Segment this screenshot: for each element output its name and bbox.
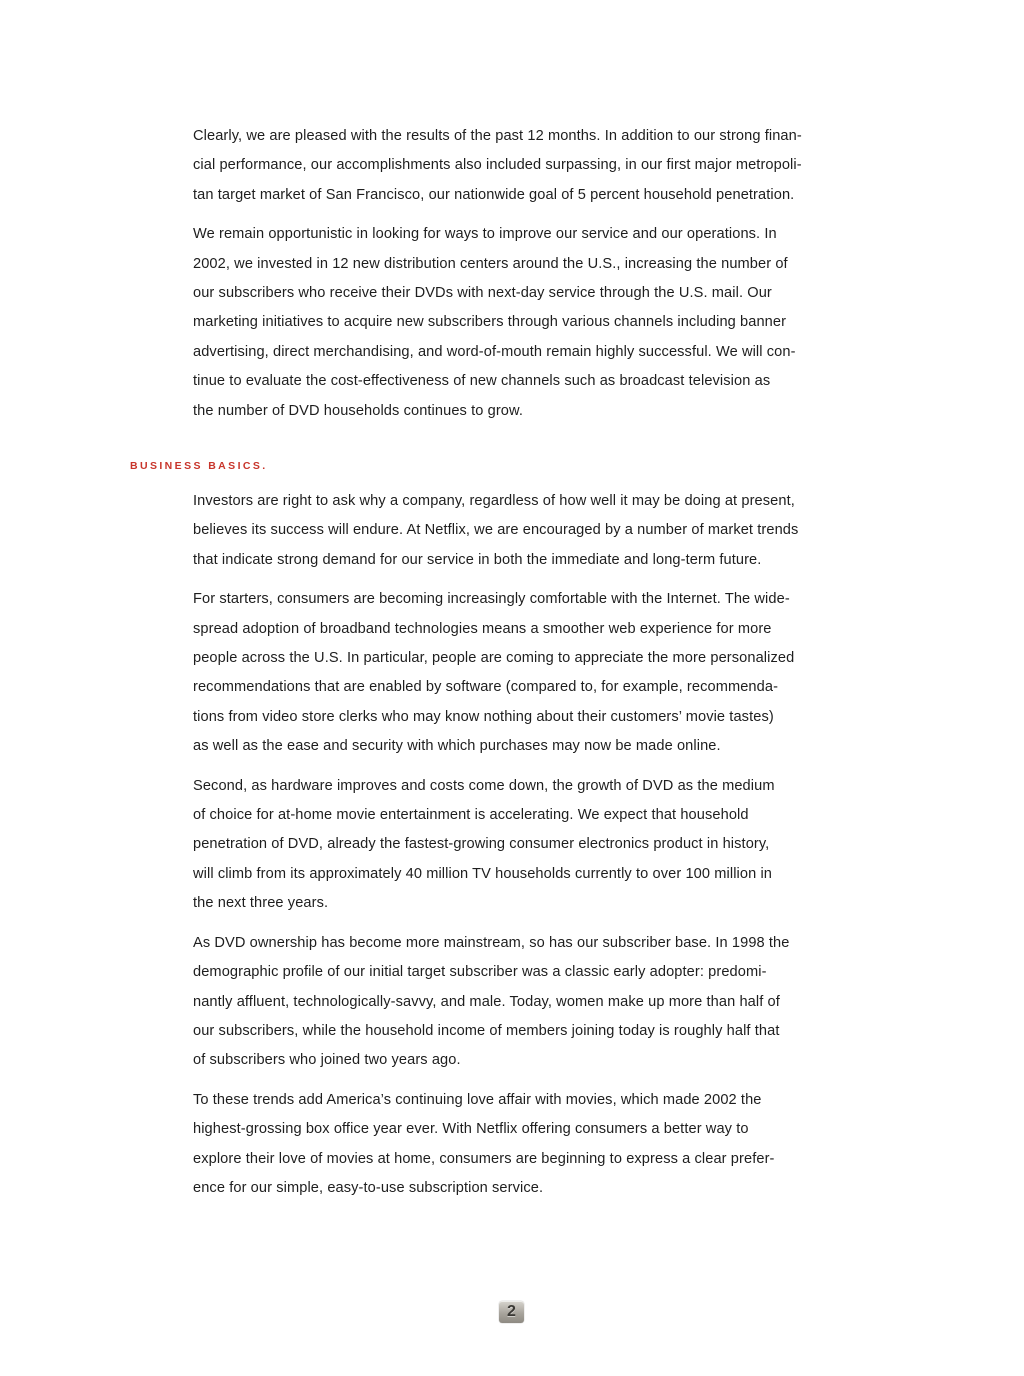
page-number: 2 <box>507 1303 516 1320</box>
body-paragraph: Second, as hardware improves and costs come down, the growth of DVD as the medium of choice for at-home movie entertainment is accelerating. We expect that household penetration of DVD, already the fastest-growing consumer electronics product in history, will climb from its approximately 40 million TV households currently to over 100 million in the next three years. <box>193 777 775 912</box>
body-paragraph: Clearly, we are pleased with the results of the past 12 months. In addition to our strong finan- cial performance, our accomplishments also included surpassing, in our first major metropoli- tan target market of San Francisco, our nationwide goal of 5 percent household penetration. <box>193 128 802 203</box>
body-paragraph: As DVD ownership has become more mainstream, so has our subscriber base. In 1998 the demographic profile of our initial target subscriber was a classic early adopter: predomi- nantly affluent, technologically-savvy, and male. Today, women make up more than half of our subscribers, while the household income of members joining today is roughly half that of subscribers who joined two years ago. <box>193 934 790 1069</box>
section-text-block <box>193 487 853 1203</box>
body-paragraph: To these trends add America’s continuing love affair with movies, which made 2002 the highest-grossing box office year ever. With Netflix offering consumers a better way to explore their love of movies at home, consumers are beginning to express a clear prefer- ence for our simple, easy-to-use subscription service. <box>193 1091 775 1196</box>
section-heading: BUSINESS BASICS. <box>130 460 268 472</box>
body-paragraph: We remain opportunistic in looking for ways to improve our service and our operations. In 2002, we invested in 12 new distribution centers around the U.S., increasing the number of our subscribers who receive their DVDs with next-day service through the U.S. mail. Our marketing initiatives to acquire new subscribers through various channels including banner advertising, direct merchandising, and word-of-mouth remain highly successful. We will con- tinue to evaluate the cost-effectiveness of new channels such as broadcast television as the number of DVD households continues to grow. <box>193 226 796 419</box>
body-paragraph: For starters, consumers are becoming increasingly comfortable with the Internet. The wide- spread adoption of broadband technologies means a smoother web experience for more people across the U.S. In particular, people are coming to appreciate the more personalized recommendations that are enabled by software (compared to, for example, recommenda- tions from video store clerks who may know nothing about their customers’ movie tastes) as well as the ease and security with which purchases may now be made online. <box>193 591 795 755</box>
page-number-badge <box>499 1301 524 1323</box>
body-paragraph: Investors are right to ask why a company, regardless of how well it may be doing at present, believes its success will endure. At Netflix, we are encouraged by a number of market trends that indicate strong demand for our service in both the immediate and long-term future. <box>193 493 799 568</box>
intro-text-block <box>193 122 853 426</box>
